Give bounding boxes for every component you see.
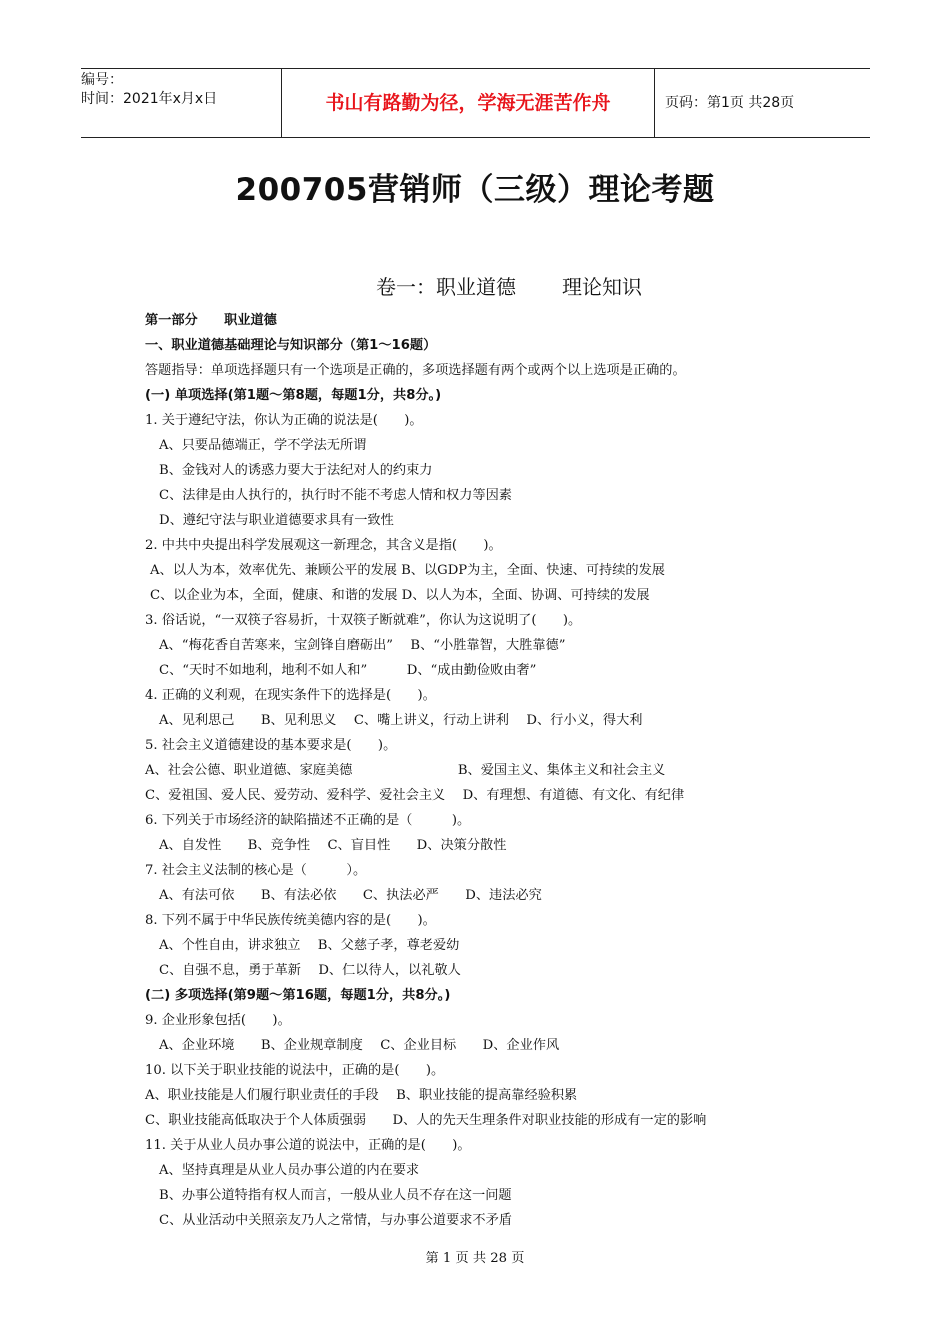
question-9: 9. 企业形象包括( )。: [145, 1013, 291, 1028]
option-line: D、遵纪守法与职业道德要求具有一致性: [159, 513, 394, 528]
multi-choice-heading: (二) 多项选择(第9题～第16题，每题1分，共8分。): [145, 988, 451, 1003]
option-line: C、“天时不如地利，地利不如人和” D、“成由勤俭败由奢”: [159, 663, 537, 678]
option-line: C、自强不息，勇于革新 D、仁以待人，以礼敬人: [159, 963, 461, 978]
header-page-label: 页码：第1页 共28页: [665, 95, 795, 111]
option-line: B、办事公道特指有权人而言，一般从业人员不存在这一问题: [159, 1188, 512, 1203]
question-7: 7. 社会主义法制的核心是（ ）。: [145, 863, 367, 878]
option-line: C、以企业为本，全面，健康、和谐的发展 D、以人为本，全面、协调、可持续的发展: [150, 588, 650, 603]
question-4: 4. 正确的义利观，在现实条件下的选择是( )。: [145, 688, 436, 703]
document-header: [81, 68, 870, 138]
option-line: A、职业技能是人们履行职业责任的手段 B、职业技能的提高靠经验积累: [145, 1088, 578, 1103]
page-footer: 第 1 页 共 28 页: [425, 1251, 525, 1266]
section-heading: 一、职业道德基础理论与知识部分（第1～16题）: [145, 338, 437, 353]
option-line: A、社会公德、职业道德、家庭美德 B、爱国主义、集体主义和社会主义: [145, 763, 666, 778]
instruction-text: 答题指导：单项选择题只有一个选项是正确的，多项选择题有两个或两个以上选项是正确的。: [145, 363, 686, 378]
option-line: C、法律是由人执行的，执行时不能不考虑人情和权力等因素: [159, 488, 512, 503]
option-line: A、“梅花香自苦寒来，宝剑锋自磨砺出” B、“小胜靠智，大胜靠德”: [159, 638, 566, 653]
subtitle-left: 卷一：职业道德: [376, 275, 516, 299]
option-line: B、金钱对人的诱惑力要大于法纪对人的约束力: [159, 463, 433, 478]
question-5: 5. 社会主义道德建设的基本要求是( )。: [145, 738, 397, 753]
option-line: C、从业活动中关照亲友乃人之常情，与办事公道要求不矛盾: [159, 1213, 512, 1228]
option-line: A、只要品德端正，学不学法无所谓: [159, 438, 367, 453]
option-line: A、以人为本，效率优先、兼顾公平的发展 B、以GDP为主，全面、快速、可持续的发展: [150, 563, 665, 578]
question-11: 11. 关于从业人员办事公道的说法中，正确的是( )。: [145, 1138, 471, 1153]
option-line: A、个性自由，讲求独立 B、父慈子孝，尊老爱幼: [159, 938, 460, 953]
question-10: 10. 以下关于职业技能的说法中，正确的是( )。: [145, 1063, 445, 1078]
question-2: 2. 中共中央提出科学发展观这一新理念，其含义是指( )。: [145, 538, 502, 553]
option-line: A、自发性 B、竞争性 C、盲目性 D、决策分散性: [159, 838, 507, 853]
part-heading: 第一部分 职业道德: [145, 313, 277, 328]
option-line: C、爱祖国、爱人民、爱劳动、爱科学、爱社会主义 D、有理想、有道德、有文化、有纪律: [145, 788, 685, 803]
question-1: 1. 关于遵纪守法，你认为正确的说法是( )。: [145, 413, 423, 428]
option-line: A、坚持真理是从业人员办事公道的内在要求: [159, 1163, 420, 1178]
page-title: 200705营销师（三级）理论考题: [235, 172, 715, 208]
subtitle-right: 理论知识: [562, 275, 642, 299]
header-motto: 书山有路勤为径，学海无涯苦作舟: [281, 69, 655, 137]
question-8: 8. 下列不属于中华民族传统美德内容的是( )。: [145, 913, 436, 928]
option-line: A、有法可依 B、有法必依 C、执法必严 D、违法必究: [159, 888, 542, 903]
number-label: 编号：: [81, 72, 123, 88]
single-choice-heading: (一) 单项选择(第1题～第8题，每题1分，共8分。): [145, 388, 442, 403]
time-label: 时间：2021年x月x日: [81, 91, 218, 107]
option-line: A、见利思己 B、见利思义 C、嘴上讲义，行动上讲利 D、行小义，得大利: [159, 713, 643, 728]
paper-subtitle: [376, 271, 642, 300]
header-meta-cell: [81, 69, 281, 139]
option-line: C、职业技能高低取决于个人体质强弱 D、人的先天生理条件对职业技能的形成有一定的影响: [145, 1113, 707, 1128]
option-line: A、企业环境 B、企业规章制度 C、企业目标 D、企业作风: [159, 1038, 560, 1053]
question-3: 3. 俗话说，“一双筷子容易折，十双筷子断就难”，你认为这说明了( )。: [145, 613, 582, 628]
question-6: 6. 下列关于市场经济的缺陷描述不正确的是（ )。: [145, 813, 471, 828]
